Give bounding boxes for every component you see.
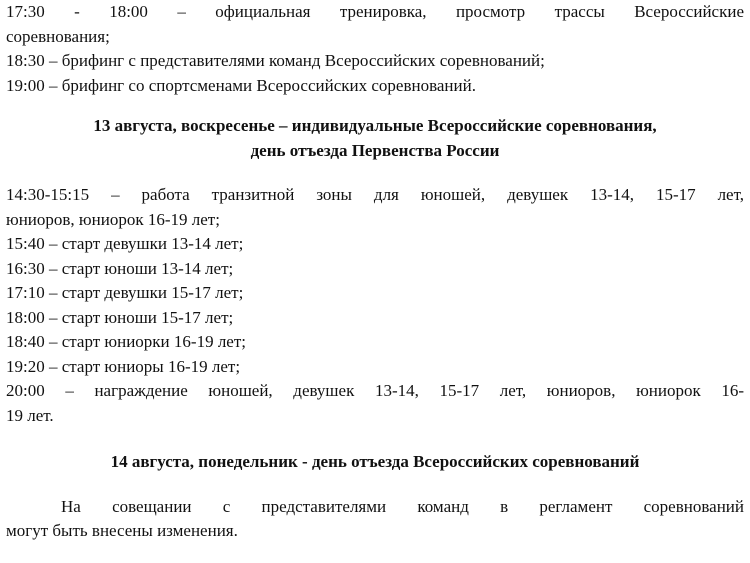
schedule-block-aug-12 xyxy=(6,0,744,98)
schedule-line: 19 лет. xyxy=(6,405,54,425)
footer-note xyxy=(6,495,744,544)
schedule-line: 16:30 – старт юноши 13-14 лет; xyxy=(6,258,234,278)
section-heading-line: 14 августа, понедельник - день отъезда Всероссийских соревнований xyxy=(110,452,640,471)
schedule-line: 18:40 – старт юниорки 16-19 лет; xyxy=(6,332,247,351)
schedule-line: 17:30 - 18:00 – официальная тренировка, просмотр трассы Всероссийские xyxy=(6,2,744,21)
section-heading-aug-14 xyxy=(6,450,744,475)
schedule-line: соревнования; xyxy=(6,26,110,46)
document-page xyxy=(6,0,744,544)
section-heading-line: день отъезда Первенства России xyxy=(250,140,500,160)
schedule-line: 18:00 – старт юноши 15-17 лет; xyxy=(6,307,234,327)
schedule-line: юниоров, юниорок 16-19 лет; xyxy=(6,209,220,229)
schedule-line: 17:10 – старт девушки 15-17 лет; xyxy=(6,283,244,302)
schedule-line: 18:30 – брифинг с представителями команд Всероссийских соревнований; xyxy=(6,51,545,70)
footer-note-line: могут быть внесены изменения. xyxy=(6,521,238,540)
footer-note-line: На совещании с представителями команд в регламент соревнований xyxy=(61,496,744,516)
section-heading-line: 13 августа, воскресенье – индивидуальные Всероссийские соревнования, xyxy=(93,116,657,135)
schedule-line: 19:00 – брифинг со спортсменами Всероссийских соревнований. xyxy=(6,75,476,95)
schedule-block-aug-13 xyxy=(6,183,744,428)
schedule-line: 20:00 – награждение юношей, девушек 13-14, 15-17 лет, юниоров, юниорок 16- xyxy=(6,381,744,400)
schedule-line: 19:20 – старт юниоры 16-19 лет; xyxy=(6,356,241,376)
section-heading-aug-13 xyxy=(6,114,744,163)
schedule-line: 15:40 – старт девушки 13-14 лет; xyxy=(6,234,244,253)
schedule-line: 14:30-15:15 – работа транзитной зоны для юношей, девушек 13-14, 15-17 лет, xyxy=(6,185,744,204)
